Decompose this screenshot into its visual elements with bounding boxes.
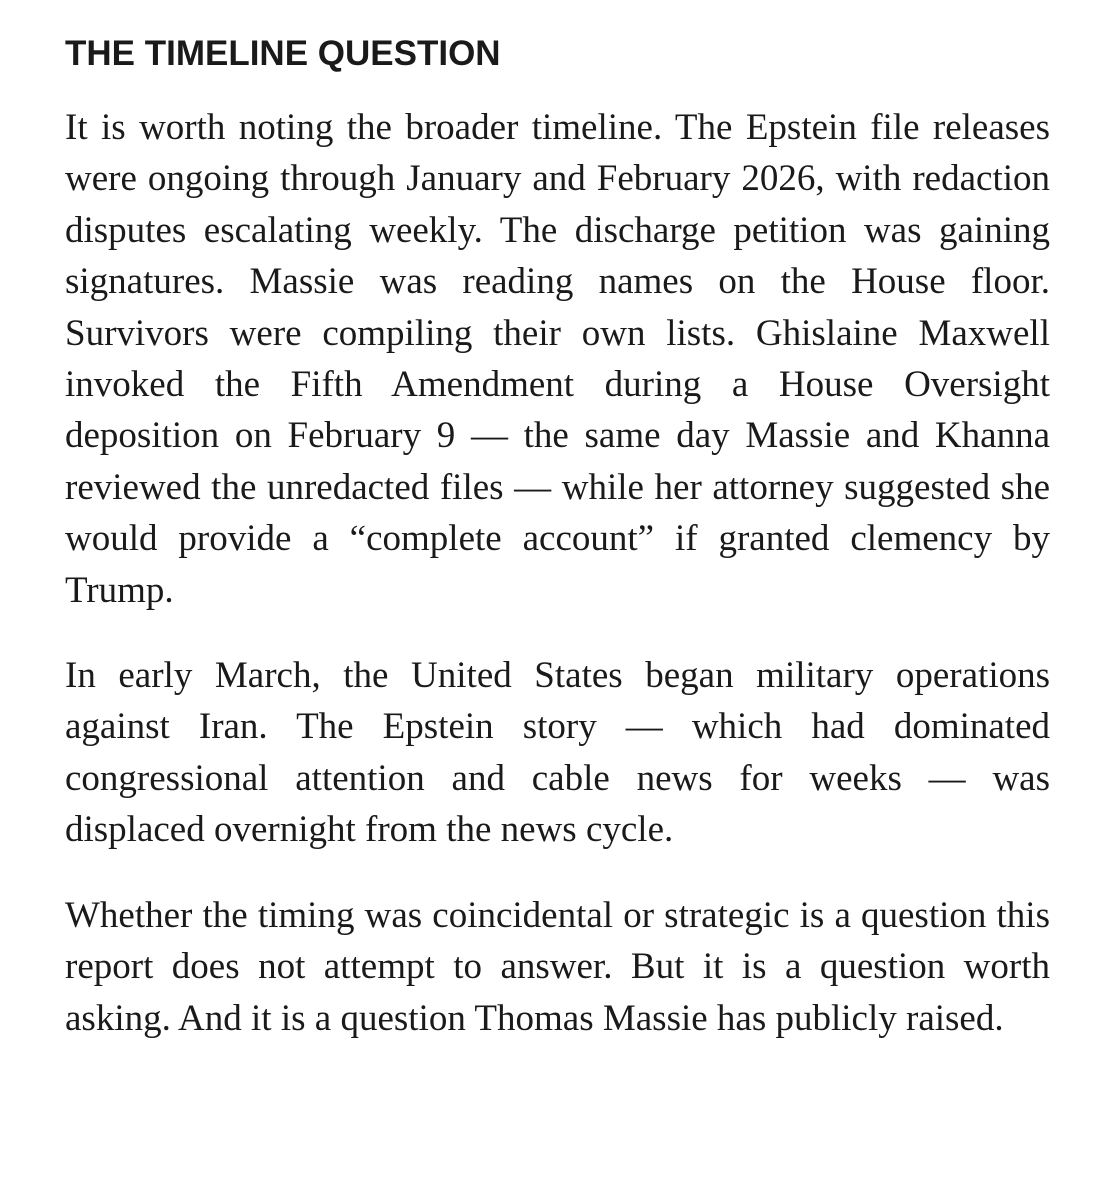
section-heading: THE TIMELINE QUESTION (65, 34, 501, 73)
paragraph-iran: In early March, the United States began military operations against Iran. The Epstein story — which had dominated congressional attention and cable news for weeks — was displaced overnight from the news cycle. (65, 655, 1050, 851)
paragraph-conclusion: Whether the timing was coincidental or strategic is a question this report does not attempt to answer. But it is a question worth asking. And it is a question Thomas Massie has publicly raised. (65, 894, 1050, 1039)
paragraph-timeline: It is worth noting the broader timeline. The Epstein file releases were ongoing through January and February 2026, with redaction disputes escalating weekly. The discharge petition was gaining signatures. Massie was reading names on the House floor. Survivors were compiling their own lists. Ghislaine Maxwell invoked the Fifth Amendment during a House Oversight deposition on February 9 — the same day Massie and Khanna reviewed the unredacted files — while her attorney suggested she would provide a “complete account” if granted clemency by Trump. (65, 107, 1050, 611)
article (65, 28, 1050, 1078)
